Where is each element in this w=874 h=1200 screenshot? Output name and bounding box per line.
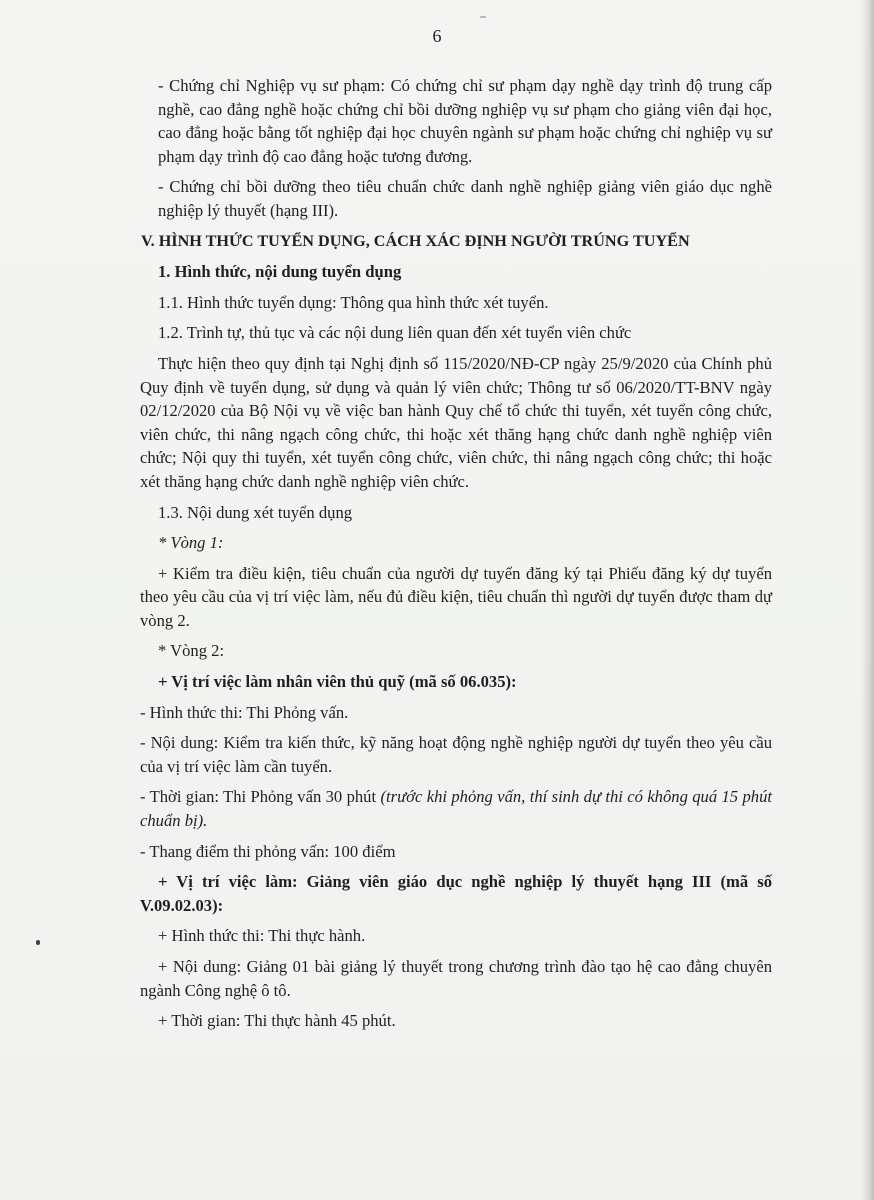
paragraph-nghiep-vu-su-pham: - Chứng chỉ Nghiệp vụ sư phạm: Có chứng chỉ sư phạm dạy nghề dạy trình độ trung cấp nghề, cao đẳng nghề hoặc chứng chỉ bồi dưỡng nghiệp vụ sư phạm cho giảng viên đại học, cao đẳng hoặc bằng tốt nghiệp đại học chuyên ngành sư phạm hoặc chứng chỉ nghiệp vụ sư phạm dạy trình độ cao đẳng hoặc tương đương. [158, 76, 772, 166]
paragraph-legal-basis: Thực hiện theo quy định tại Nghị định số 115/2020/NĐ-CP ngày 25/9/2020 của Chính phủ Quy định về tuyển dụng, sử dụng và quản lý viên chức; Thông tư số 06/2020/TT-BNV ngày 02/12/2020 của Bộ Nội vụ về việc ban hành Quy chế tổ chức thi tuyển, xét tuyển công chức, viên chức, thi nâng ngạch công chức, thi hoặc xét thăng hạng chức danh nghề nghiệp viên chức; Nội quy thi tuyển, xét tuyển công chức, viên chức, thi nâng ngạch công chức; thi hoặc xét thăng hạng chức danh nghề nghiệp viên chức. [140, 353, 772, 491]
scan-mark [480, 16, 486, 18]
position-1-title: + Vị trí việc làm nhân viên thủ quỹ (mã số 06.035): [158, 672, 517, 692]
round-2-label: * Vòng 2: [158, 641, 225, 661]
paragraph-1-2: 1.2. Trình tự, thủ tục và các nội dung liên quan đến xét tuyển viên chức [158, 323, 632, 343]
round-1-text: + Kiểm tra điều kiện, tiêu chuẩn của người dự tuyển đăng ký tại Phiếu đăng ký dự tuyển theo yêu cầu của vị trí việc làm, nếu đủ điều kiện, tiêu chuẩn thì người dự tuyển được tham dự vòng 2. [140, 563, 772, 630]
position-1-score: - Thang điểm thi phỏng vấn: 100 điểm [140, 841, 396, 861]
paragraph-boi-duong: - Chứng chỉ bồi dưỡng theo tiêu chuẩn chức danh nghề nghiệp giảng viên giáo dục nghề nghiệp lý thuyết (hạng III). [158, 177, 772, 220]
position-1-content: - Nội dung: Kiểm tra kiến thức, kỹ năng hoạt động nghề nghiệp người dự tuyển theo yêu cầu của vị trí việc làm cần tuyển. [140, 733, 772, 776]
position-2-title: + Vị trí việc làm: Giảng viên giáo dục nghề nghiệp lý thuyết hạng III (mã số V.09.02.03): [140, 872, 772, 915]
section-heading-v: V. HÌNH THỨC TUYỂN DỤNG, CÁCH XÁC ĐỊNH NGƯỜI TRÚNG TUYỂN [141, 231, 690, 250]
round-1-label: * Vòng 1: [158, 533, 224, 553]
scan-dot [36, 940, 40, 945]
paragraph-1-3: 1.3. Nội dung xét tuyển dụng [158, 502, 353, 522]
position-1-time [140, 785, 772, 832]
position-1-time-main: - Thời gian: Thi Phỏng vấn 30 phút [140, 787, 381, 807]
position-1-time-note: (trước khi phỏng vấn, thí sinh dự thi có không quá 15 phút chuẩn bị). [140, 787, 772, 831]
position-2-content: + Nội dung: Giảng 01 bài giảng lý thuyết trong chương trình đào tạo hệ cao đẳng chuyên ngành Công nghệ ô tô. [140, 957, 772, 1000]
position-2-time: + Thời gian: Thi thực hành 45 phút. [158, 1011, 396, 1031]
page-edge-shadow [860, 0, 874, 1200]
document-body [140, 74, 772, 1040]
position-2-form: + Hình thức thi: Thi thực hành. [158, 926, 366, 946]
position-1-form: - Hình thức thi: Thi Phỏng vấn. [140, 702, 349, 722]
subheading-1: 1. Hình thức, nội dung tuyển dụng [158, 262, 402, 282]
paragraph-1-1: 1.1. Hình thức tuyển dụng: Thông qua hình thức xét tuyển. [158, 292, 549, 312]
page-number: 6 [432, 26, 442, 46]
